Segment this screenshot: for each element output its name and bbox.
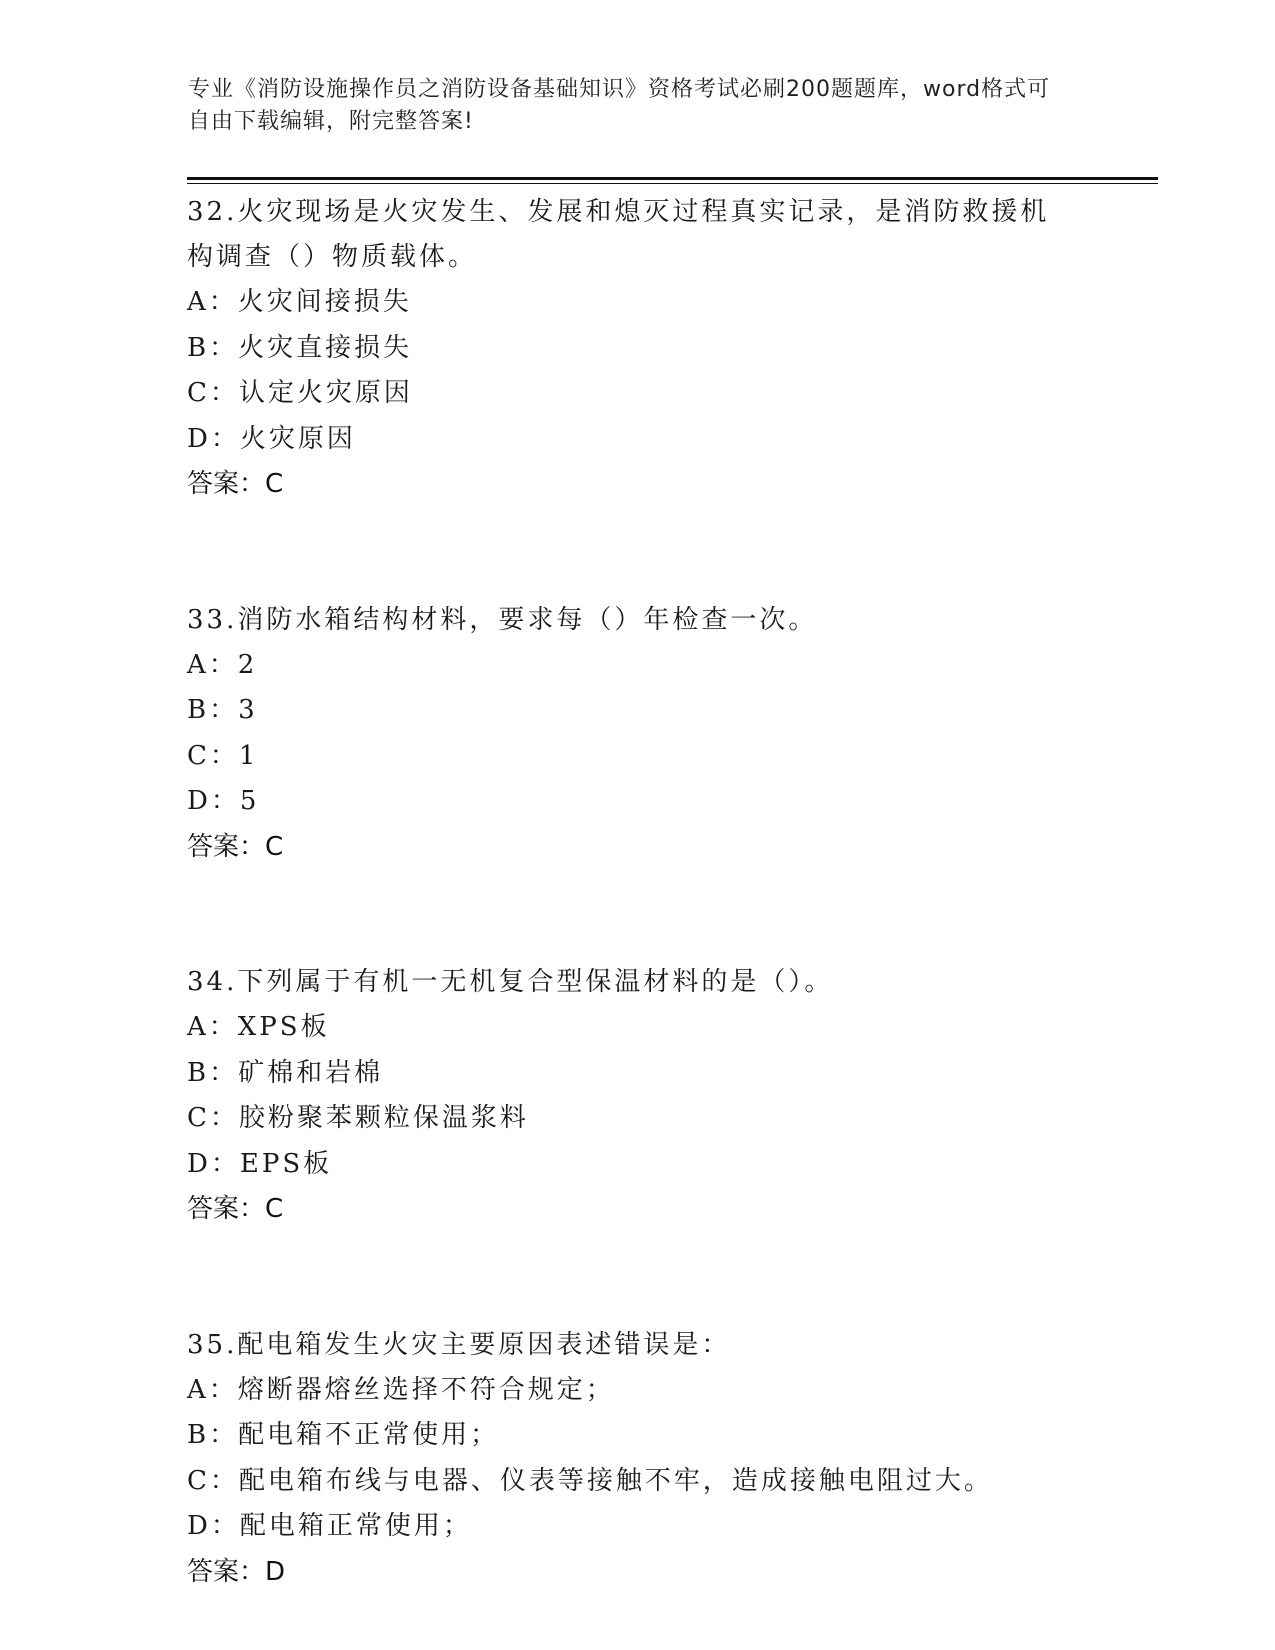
question-list <box>187 190 1087 1595</box>
header-divider-thin <box>187 183 1158 184</box>
answer-line: 答案：C <box>187 831 284 862</box>
question-33 <box>187 598 1087 871</box>
question-spacer <box>187 870 1087 960</box>
question-spacer <box>187 1233 1087 1323</box>
option-a: A：熔断器熔丝选择不符合规定； <box>187 1374 615 1405</box>
option-d: D：火灾原因 <box>187 423 356 454</box>
header-divider-thick <box>187 177 1158 180</box>
answer-line: 答案：C <box>187 469 284 499</box>
question-stem: 33.消防水箱结构材料，要求每（）年检查一次。 <box>187 604 818 635</box>
option-d: D：配电箱正常使用； <box>187 1511 472 1541</box>
option-c: C：认定火灾原因 <box>187 378 413 408</box>
answer-line: 答案：D <box>187 1556 286 1587</box>
question-stem: 32.火灾现场是火灾发生、发展和熄灭过程真实记录，是消防救援机构调查（）物质载体。 <box>187 197 1050 272</box>
option-d: D：5 <box>187 786 260 816</box>
question-stem: 35.配电箱发生火灾主要原因表述错误是： <box>187 1329 731 1360</box>
option-a: A：火灾间接损失 <box>187 287 412 317</box>
question-35 <box>187 1323 1087 1596</box>
answer-line: 答案：C <box>187 1194 284 1224</box>
question-spacer <box>187 508 1087 598</box>
question-stem: 34.下列属于有机一无机复合型保温材料的是（）。 <box>187 967 834 997</box>
option-a: A：2 <box>187 649 258 680</box>
question-34 <box>187 960 1087 1233</box>
option-c: C：胶粉聚苯颗粒保温浆料 <box>187 1103 529 1133</box>
option-b: B：配电箱不正常使用； <box>187 1420 500 1450</box>
option-b: B：矿棉和岩棉 <box>187 1057 384 1088</box>
option-b: B：3 <box>187 695 258 725</box>
option-c: C：配电箱布线与电器、仪表等接触不牢，造成接触电阻过大。 <box>187 1465 993 1496</box>
option-a: A：XPS板 <box>187 1012 330 1042</box>
document-header: 专业《消防设施操作员之消防设备基础知识》资格考试必刷200题题库，word格式可自由下载编辑，附完整答案! <box>188 77 1051 134</box>
option-d: D：EPS板 <box>187 1148 333 1179</box>
option-c: C：1 <box>187 740 259 771</box>
option-b: B：火灾直接损失 <box>187 332 413 363</box>
question-32 <box>187 190 1087 508</box>
